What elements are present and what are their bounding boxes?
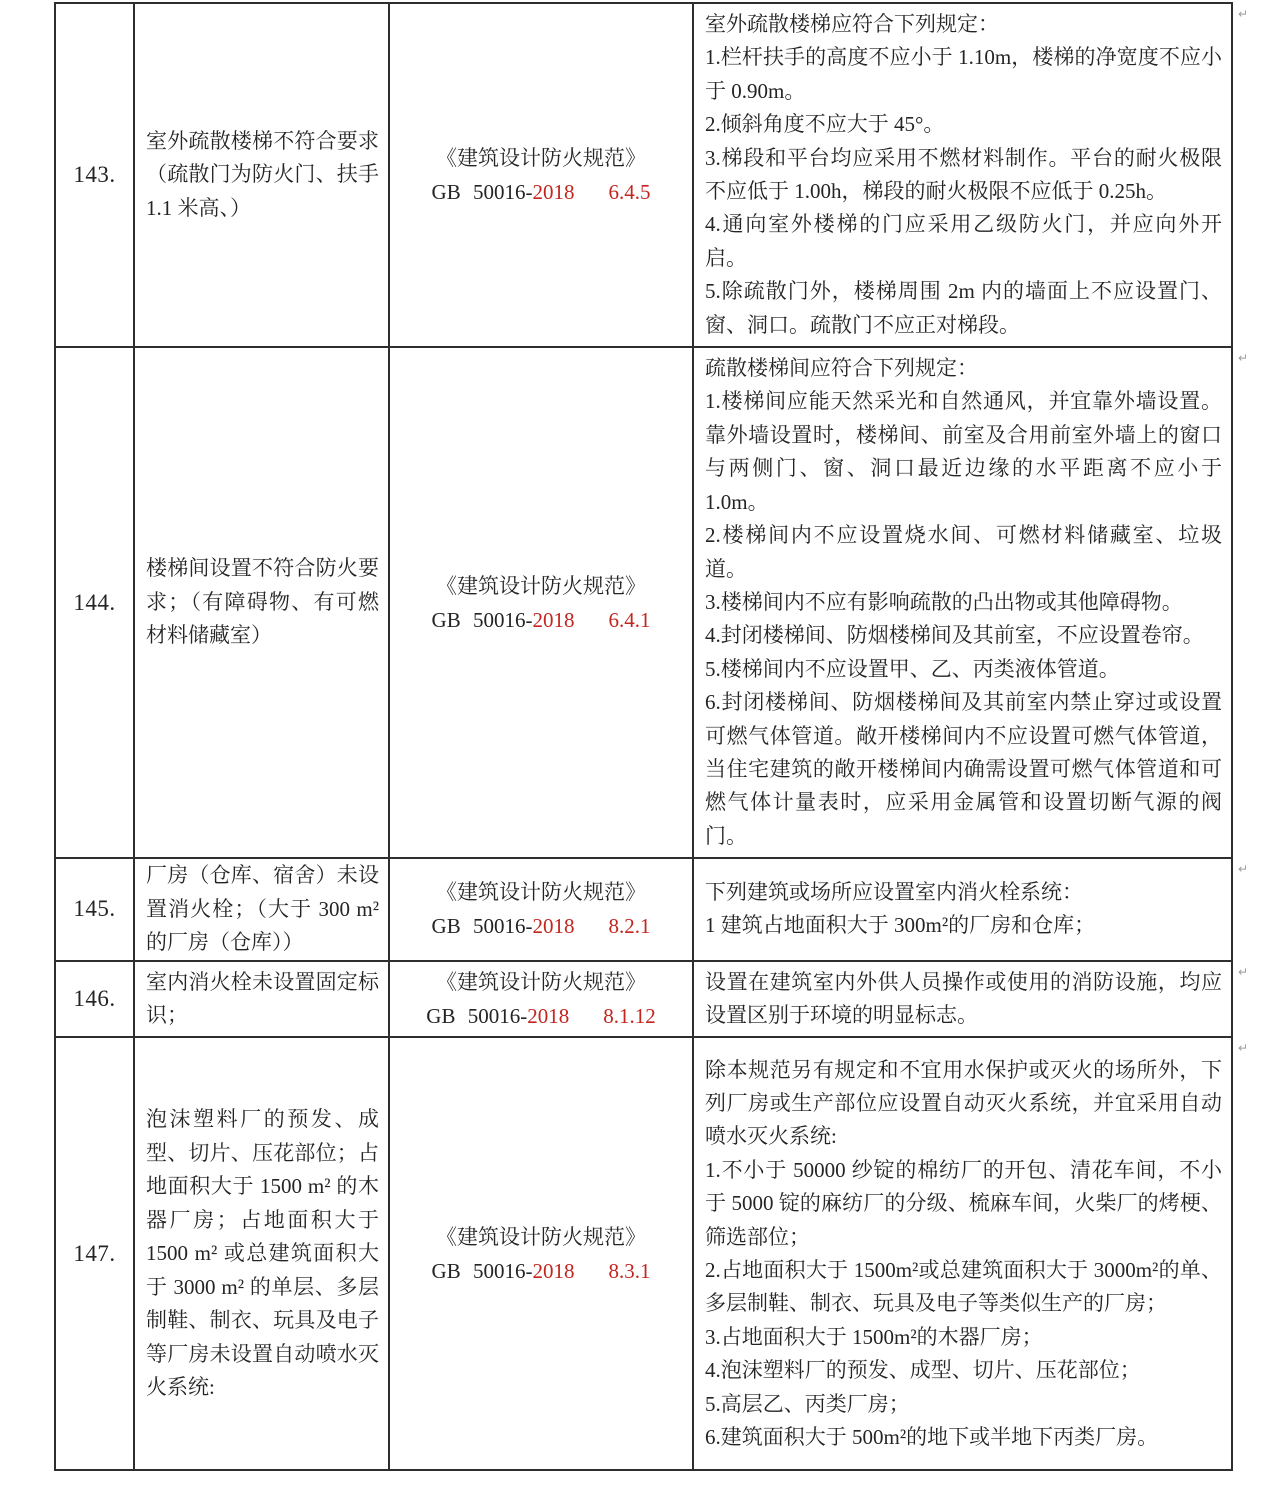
code-year: 2018	[532, 180, 575, 205]
regulation-detail-cell	[693, 1037, 1248, 1470]
code-year: 2018	[532, 1258, 575, 1283]
regulation-detail-cell	[693, 858, 1248, 961]
detail-paragraph: 4.封闭楼梯间、防烟楼梯间及其前室，不应设置卷帘。	[705, 623, 1204, 648]
regulation-table	[54, 2, 1248, 1471]
code-title: 《建筑设计防火规范》	[436, 573, 646, 598]
detail-paragraph: 1.栏杆扶手的高度不应小于 1.10m，楼梯的净宽度不应小于 0.90m。	[705, 45, 1222, 103]
table-row	[55, 3, 1232, 347]
code-number-line	[390, 909, 692, 943]
detail-paragraph: 6.建筑面积大于 500m²的地下或半地下丙类厂房。	[705, 1425, 1159, 1449]
violation-description-cell	[134, 347, 389, 858]
violation-description-cell	[134, 1037, 389, 1470]
code-year: 2018	[532, 914, 575, 939]
regulation-detail	[694, 348, 1231, 857]
code-year: 2018	[527, 1004, 570, 1029]
detail-paragraph: 设置在建筑室内外供人员操作或使用的消防设施，均应设置区别于环境的明显标志。	[705, 969, 1222, 1028]
code-number-line	[390, 1254, 692, 1288]
code-number: GB 50016-	[431, 1258, 533, 1283]
detail-paragraph: 5.高层乙、丙类厂房；	[705, 1391, 910, 1416]
row-number-cell: 146.	[55, 961, 134, 1038]
code-section: 8.1.12	[603, 1004, 656, 1029]
table-row	[55, 1037, 1232, 1470]
code-year: 2018	[532, 607, 575, 632]
detail-paragraph: 3.梯段和平台均应采用不燃材料制作。平台的耐火极限不应低于 1.00h，梯段的耐火极限不应低于 0.25h。	[705, 145, 1222, 204]
code-reference-cell	[389, 3, 693, 347]
code-title: 《建筑设计防火规范》	[436, 146, 646, 171]
detail-paragraph: 3.占地面积大于 1500m²的木器厂房；	[705, 1324, 1043, 1349]
code-number-line	[390, 175, 692, 209]
code-section: 8.2.1	[608, 914, 651, 939]
code-reference-cell	[389, 961, 693, 1038]
violation-description-cell	[134, 3, 389, 347]
paragraph-return-icon: ↵	[1237, 1041, 1248, 1056]
paragraph-return-icon: ↵	[1237, 7, 1248, 21]
detail-paragraph: 2.倾斜角度不应大于 45°。	[705, 112, 945, 137]
paragraph-return-icon: ↵	[1237, 862, 1248, 877]
detail-paragraph: 3.楼梯间内不应有影响疏散的凸出物或其他障碍物。	[705, 589, 1183, 614]
violation-description-cell	[134, 858, 389, 961]
violation-description: 泡沫塑料厂的预发、成型、切片、压花部位；占地面积大于 1500 m² 的木器厂房；占地面积大于 1500 m² 或总建筑面积大于 3000 m² 的单层、多层制鞋、制衣、玩具及电子等厂房未设置自动喷水灭火系统:	[146, 1107, 379, 1400]
regulation-table-body	[55, 3, 1248, 1470]
table-row	[55, 961, 1232, 1038]
regulation-detail	[694, 4, 1231, 346]
paragraph-return-icon: ↵	[1237, 964, 1248, 979]
detail-paragraph: 5.除疏散门外，楼梯周围 2m 内的墙面上不应设置门、窗、洞口。疏散门不应正对梯段。	[705, 279, 1222, 337]
detail-paragraph: 5.楼梯间内不应设置甲、乙、丙类液体管道。	[705, 656, 1120, 681]
paragraph-return-icon: ↵	[1237, 351, 1248, 366]
regulation-detail-cell	[693, 3, 1248, 347]
detail-paragraph: 下列建筑或场所应设置室内消火栓系统：	[705, 880, 1083, 904]
violation-description: 室外疏散楼梯不符合要求（疏散门为防火门、扶手 1.1 米高、）	[146, 128, 379, 220]
table-row	[55, 347, 1232, 858]
code-number-line	[390, 603, 692, 637]
code-number: GB 50016-	[426, 1004, 528, 1029]
code-title: 《建筑设计防火规范》	[436, 880, 646, 905]
code-number: GB 50016-	[431, 914, 533, 939]
detail-paragraph: 室外疏散楼梯应符合下列规定：	[705, 12, 999, 36]
detail-paragraph: 1.楼梯间应能天然采光和自然通风，并宜靠外墙设置。靠外墙设置时，楼梯间、前室及合用前室外墙上的窗口与两侧门、窗、洞口最近边缘的水平距离不应小于 1.0m。	[705, 389, 1222, 514]
detail-paragraph: 除本规范另有规定和不宜用水保护或灭火的场所外，下列厂房或生产部位应设置自动灭火系统，并宜采用自动喷水灭火系统:	[705, 1057, 1222, 1149]
code-reference-cell	[389, 347, 693, 858]
detail-paragraph: 4.通向室外楼梯的门应采用乙级防火门，并应向外开启。	[705, 212, 1222, 270]
violation-description: 楼梯间设置不符合防火要求；（有障碍物、有可燃材料储藏室）	[146, 556, 379, 648]
detail-paragraph: 6.封闭楼梯间、防烟楼梯间及其前室内禁止穿过或设置可燃气体管道。敞开楼梯间内不应设置可燃气体管道，当住宅建筑的敞开楼梯间内确需设置可燃气体管道和可燃气体计量表时，应采用金属管和设置切断气源的阀门。	[705, 690, 1222, 848]
detail-paragraph: 1 建筑占地面积大于 300m²的厂房和仓库；	[705, 913, 1096, 938]
regulation-detail	[694, 962, 1231, 1037]
detail-paragraph: 疏散楼梯间应符合下列规定：	[705, 356, 978, 381]
detail-paragraph: 2.占地面积大于 1500m²或总建筑面积大于 3000m²的单、多层制鞋、制衣、玩具及电子等类似生产的厂房；	[705, 1257, 1222, 1316]
detail-paragraph: 4.泡沫塑料厂的预发、成型、切片、压花部位；	[705, 1358, 1141, 1383]
table-row	[55, 858, 1232, 961]
row-number-cell: 143.	[55, 3, 134, 347]
code-reference-cell	[389, 858, 693, 961]
code-number-line	[390, 999, 692, 1033]
row-number-cell: 147.	[55, 1037, 134, 1470]
code-title: 《建筑设计防火规范》	[436, 1224, 646, 1249]
detail-paragraph: 1.不小于 50000 纱锭的棉纺厂的开包、清花车间，不小于 5000 锭的麻纺厂的分级、梳麻车间，火柴厂的烤梗、筛选部位；	[705, 1157, 1222, 1249]
code-reference-cell	[389, 1037, 693, 1470]
code-title: 《建筑设计防火规范》	[436, 970, 646, 995]
violation-description: 室内消火栓未设置固定标识；	[146, 969, 379, 1028]
regulation-detail-cell	[693, 961, 1248, 1038]
code-number: GB 50016-	[431, 607, 533, 632]
code-section: 6.4.1	[608, 607, 651, 632]
code-section: 8.3.1	[608, 1258, 651, 1283]
violation-description: 厂房（仓库、宿舍）未设置消火栓；（大于 300 m² 的厂房（仓库））	[146, 863, 379, 955]
regulation-detail-cell	[693, 347, 1248, 858]
row-number-cell: 145.	[55, 858, 134, 961]
violation-description-cell	[134, 961, 389, 1038]
code-section: 6.4.5	[608, 180, 651, 205]
regulation-detail	[694, 1050, 1231, 1459]
code-number: GB 50016-	[431, 180, 533, 205]
row-number-cell: 144.	[55, 347, 134, 858]
detail-paragraph: 2.楼梯间内不应设置烧水间、可燃材料储藏室、垃圾道。	[705, 523, 1222, 581]
regulation-detail	[694, 872, 1231, 947]
